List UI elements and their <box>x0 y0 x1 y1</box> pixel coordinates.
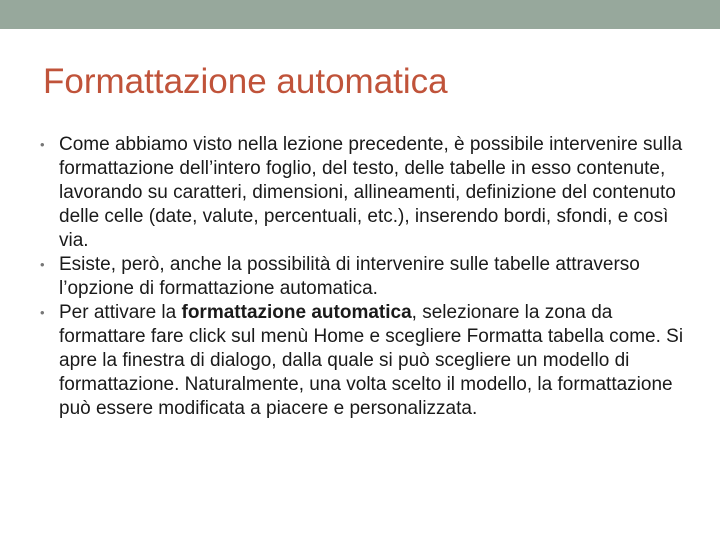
bullet-item-1 <box>40 133 700 253</box>
bullet-text-after: , selezionare la zona da formattare fare click sul menù Home e scegliere Formatta tabella come. Si apre la finestra di dialogo, dalla quale si può scegliere un modello di formattazione. Naturalmente, una volta scelto il modello, la formattazione può essere modificata a piacere e personalizzata. <box>59 302 684 419</box>
bullet-text-before: Per attivare la <box>59 302 182 323</box>
bullet-text-bold: formattazione automatica <box>181 302 412 323</box>
bullet-marker: • <box>40 305 45 320</box>
bullet-list <box>40 133 700 421</box>
slide-title: Formattazione automatica <box>43 62 448 101</box>
bullet-item-3 <box>40 301 700 421</box>
slide-header-bar <box>0 0 720 29</box>
bullet-text: Come abbiamo visto nella lezione precedente, è possibile intervenire sulla formattazione dell’intero foglio, del testo, delle tabelle in esso contenute, lavorando su caratteri, dimensioni, allineamenti, definizione del contenuto delle celle (date, valute, percentuali, etc.), inserendo bordi, sfondi, e così via. <box>59 134 683 251</box>
bullet-marker: • <box>40 257 45 272</box>
bullet-text: Esiste, però, anche la possibilità di intervenire sulle tabelle attraverso l’opzione di formattazione automatica. <box>59 254 640 299</box>
bullet-item-2 <box>40 253 700 301</box>
bullet-marker: • <box>40 137 45 152</box>
